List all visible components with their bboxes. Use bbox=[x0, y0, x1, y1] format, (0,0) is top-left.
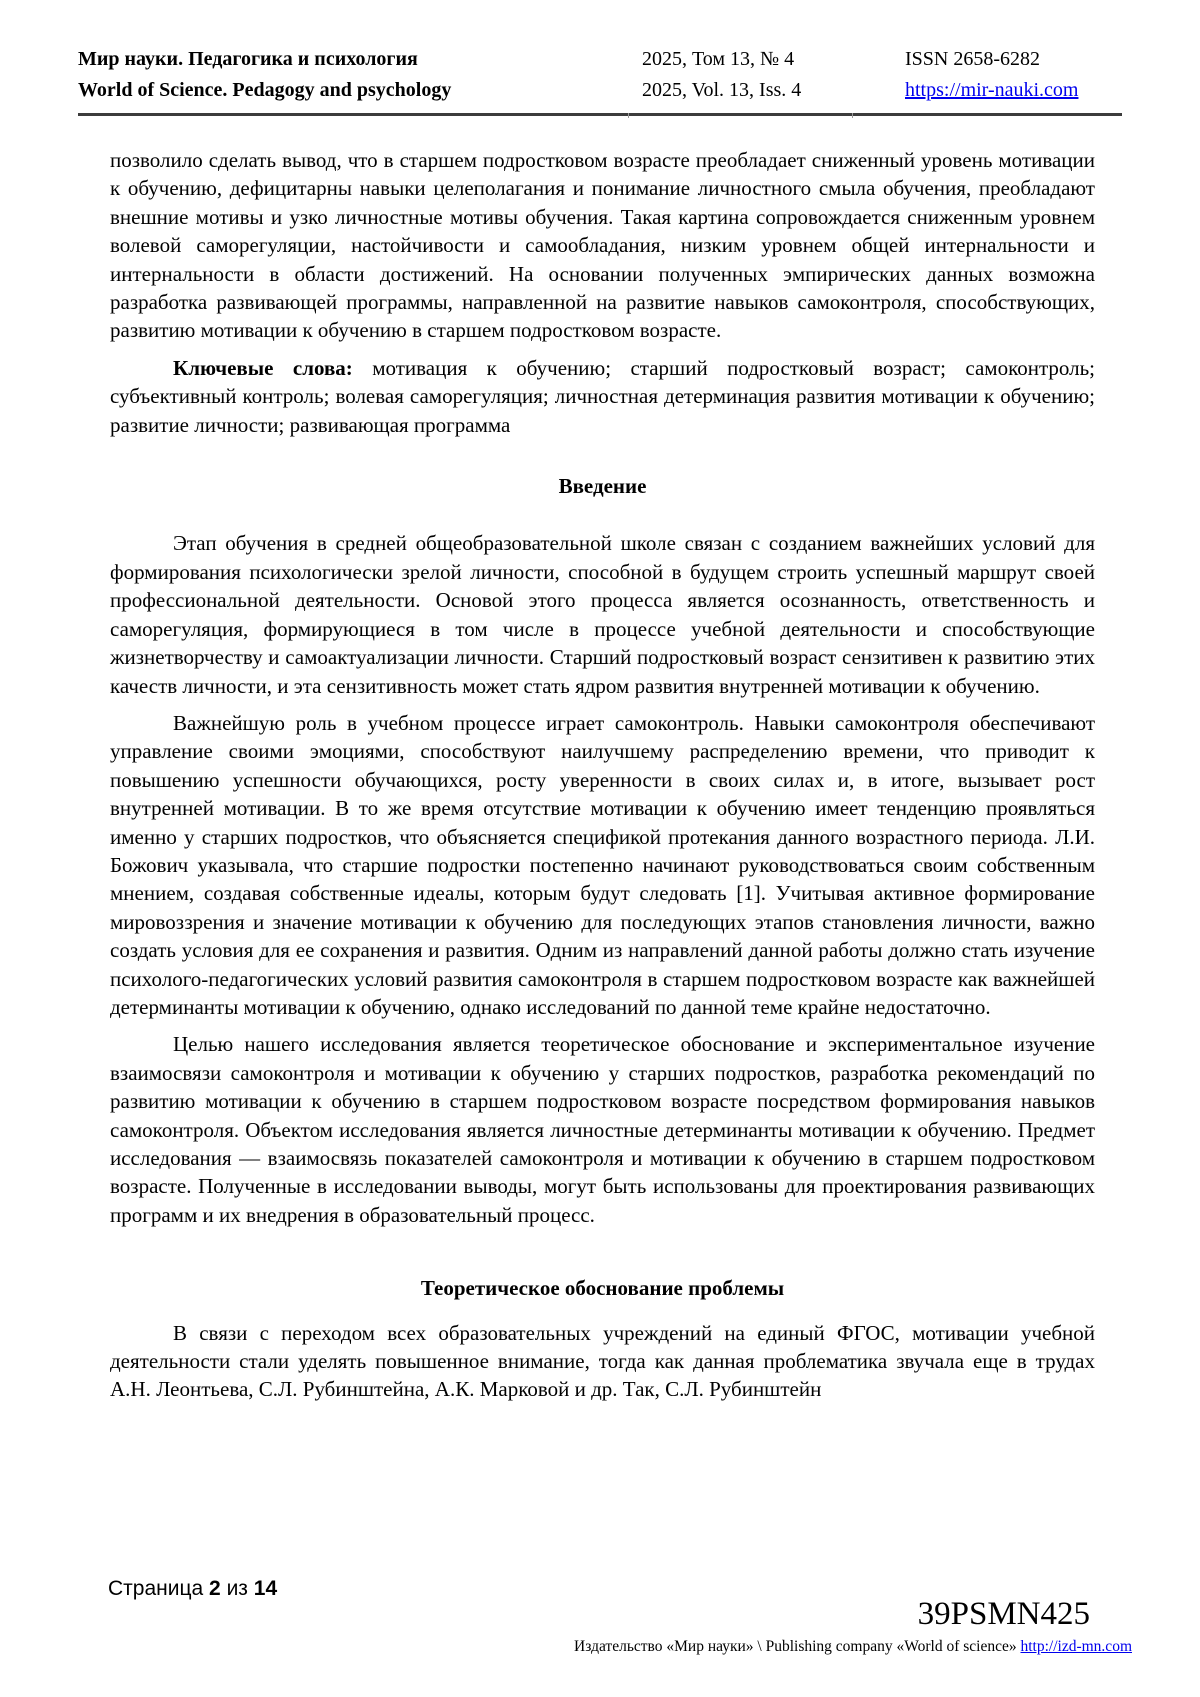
issue-info-block bbox=[628, 44, 852, 106]
page-number bbox=[108, 1576, 277, 1602]
publisher-separator: \ bbox=[757, 1638, 762, 1655]
introduction-paragraph-3: Целью нашего исследования является теоретическое обоснование и экспериментальное изучение взаимосвязи самоконтроля и мотивации к обучению у старших подростков, разработка рекомендаций по развитию мотивации к обучению в старшем подростковом возрасте посредством формирования навыков самоконтроля. Объектом исследования является личностные детерминанты мотивации к обучению. Предмет исследования — взаимосвязь показателей самоконтроля и мотивации к обучению в старшем подростковом возрасте. Полученные в исследовании выводы, могут быть использованы для проектирования развивающих программ и их внедрения в образовательный процесс. bbox=[110, 1032, 1095, 1227]
publisher-site-link[interactable]: http://izd-mn.com bbox=[1020, 1638, 1132, 1655]
journal-header bbox=[78, 44, 1122, 116]
journal-site-link[interactable]: https://mir-nauki.com bbox=[905, 79, 1079, 101]
keywords-label: Ключевые слова: bbox=[173, 355, 353, 380]
page-number-separator: из bbox=[226, 1577, 248, 1600]
article-body bbox=[110, 146, 1095, 1413]
publisher-en: Publishing company «World of science» bbox=[765, 1638, 1017, 1655]
keywords-text: мотивация к обучению; старший подростковый возраст; самоконтроль; субъективный контроль; волевая саморегуляция; личностная детерминация развития мотивации к обучению; развитие личности; развивающая программа bbox=[110, 355, 1095, 437]
section-heading-theory: Теоретическое обоснование проблемы bbox=[420, 1276, 785, 1301]
keywords-paragraph bbox=[110, 354, 1095, 439]
abstract-continuation-paragraph: позволило сделать вывод, что в старшем подростковом возрасте преобладает сниженный уровень мотивации к обучению, дефицитарны навыки целеполагания и понимание личностного смыла обучения, преобладают внешние мотивы и узко личностные мотивы обучения. Такая картина сопровождается сниженным уровнем волевой саморегуляции, настойчивости и самообладания, низким уровнем общей интернальности и интернальности в области достижений. На основании полученных эмпирических данных возможна разработка развивающей программы, направленной на развитие навыков самоконтроля, способствующих, развитию мотивации к обучению в старшем подростковом возрасте. bbox=[110, 148, 1095, 343]
issn: ISSN 2658-6282 bbox=[905, 48, 1041, 70]
issue-ru: 2025, Том 13, № 4 bbox=[642, 48, 795, 70]
section-heading-introduction: Введение bbox=[558, 474, 647, 499]
issue-en: 2025, Vol. 13, Iss. 4 bbox=[642, 79, 802, 101]
header-rule-tick bbox=[628, 113, 629, 118]
page-number-label: Страница bbox=[108, 1577, 204, 1600]
page-number-total: 14 bbox=[253, 1577, 278, 1600]
journal-title-en: World of Science. Pedagogy and psychology bbox=[78, 79, 452, 101]
page-number-current: 2 bbox=[209, 1577, 221, 1600]
article-code: 39PSMN425 bbox=[917, 1596, 1090, 1632]
issn-block bbox=[852, 44, 1122, 106]
header-rule-tick bbox=[852, 113, 853, 118]
publisher-line bbox=[574, 1637, 1132, 1656]
theory-paragraph-1: В связи с переходом всех образовательных учреждений на единый ФГОС, мотивации учебной деятельности стали уделять повышенное внимание, тогда как данная проблематика звучала еще в трудах А.Н. Леонтьева, С.Л. Рубинштейна, А.К. Марковой и др. Так, С.Л. Рубинштейн bbox=[110, 1320, 1095, 1402]
journal-title-ru: Мир науки. Педагогика и психология bbox=[78, 48, 418, 70]
introduction-paragraph-2: Важнейшую роль в учебном процессе играет самоконтроль. Навыки самоконтроля обеспечивают управление своими эмоциями, способствуют наилучшему распределению времени, что приводит к повышению успешности обучающихся, росту уверенности в своих силах и, в итоге, вызывает рост внутренней мотивации. В то же время отсутствие мотивации к обучению имеет тенденцию проявляться именно у старших подростков, что объясняется спецификой протекания данного возрастного периода. Л.И. Божович указывала, что старшие подростки постепенно начинают руководствоваться своим собственным мнением, создавая собственные идеалы, которым будут следовать [1]. Учитывая активное формирование мировоззрения и значение мотивации к обучению для последующих этапов становления личности, важно создать условия для ее сохранения и развития. Одним из направлений данной работы должно стать изучение психолого-педагогических условий развития самоконтроля в старшем подростковом возрасте как важнейшей детерминанты мотивации к обучению, однако исследований по данной теме крайне недостаточно. bbox=[110, 710, 1095, 1019]
introduction-paragraph-1: Этап обучения в средней общеобразовательной школе связан с созданием важнейших условий для формирования психологически зрелой личности, способной в будущем строить успешный маршрут своей профессиональной деятельности. Основой этого процесса является осознанность, ответственность и саморегуляция, формирующиеся в том числе в процессе учебной деятельности и способствующие жизнетворчеству и самоактуализации личности. Старший подростковый возраст сензитивен к развитию этих качеств личности, и эта сензитивность может стать ядром развития внутренней мотивации к обучению. bbox=[110, 531, 1095, 698]
publisher-ru: Издательство «Мир науки» bbox=[574, 1638, 754, 1655]
journal-title-block bbox=[78, 44, 628, 106]
